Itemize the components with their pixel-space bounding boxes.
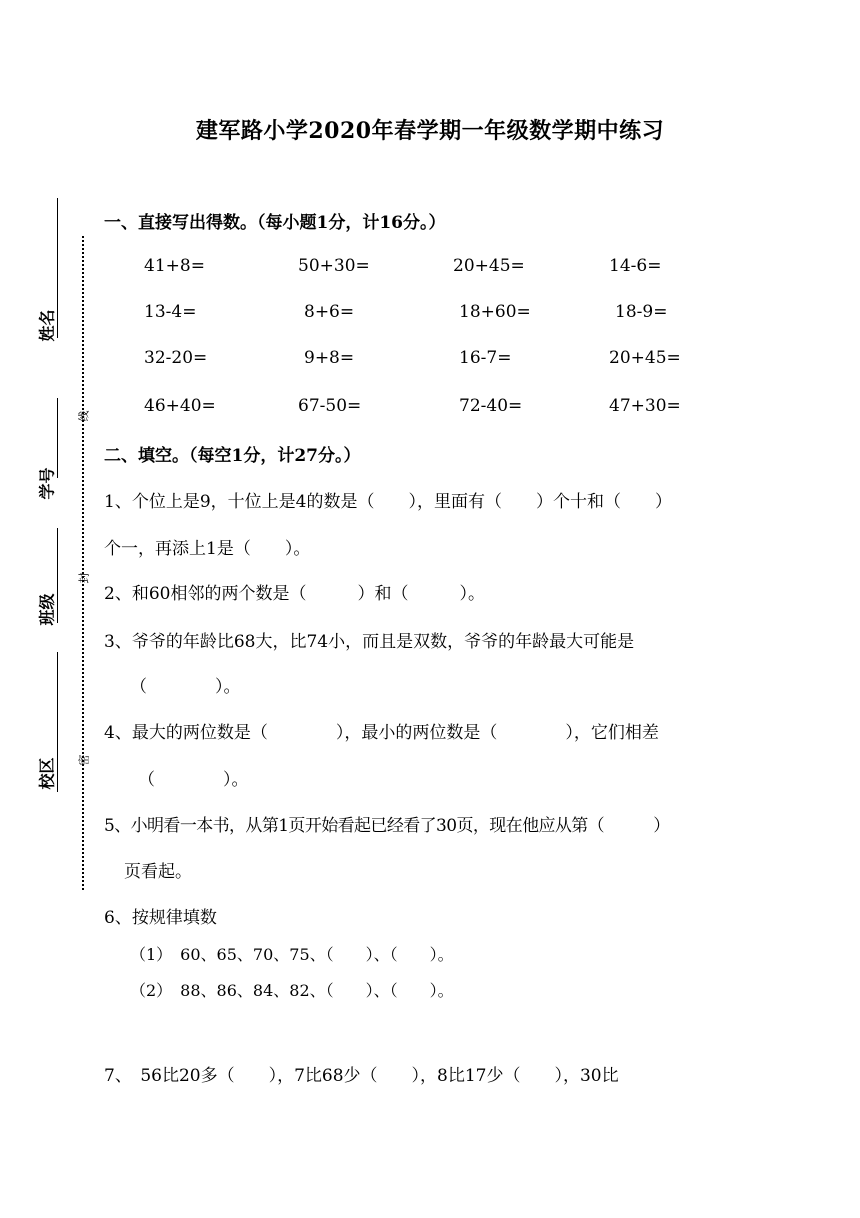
mark-line: 线 [77,410,91,422]
calc-item: 18+60= [459,302,531,322]
question-6-heading: 6、按规律填数 [104,908,217,928]
question-4-line-1: 4、最大的两位数是（ ），最小的两位数是（ ），它们相差 [104,723,659,743]
question-2: 2、和60相邻的两个数是（ ）和（ ）。 [104,584,485,604]
section1-heading: 一、直接写出得数。（每小题1分，计16分。） [104,213,446,233]
label-name: 姓名 [37,309,57,342]
calc-item: 50+30= [298,256,370,276]
calc-item: 20+45= [609,348,681,368]
question-5-line-1: 5、小明看一本书，从第1页开始看起已经看了30页，现在他应从第（ ） [104,816,670,836]
calc-item: 20+45= [453,256,525,276]
question-1-line-2: 个一，再添上1是（ ）。 [104,539,311,559]
question-7: 7、 56比20多（ ），7比68少（ ），8比17少（ ），30比 [104,1066,619,1086]
calc-item: 46+40= [144,396,216,416]
section2-heading: 二、填空。（每空1分，计27分。） [104,446,361,466]
calc-item: 18-9= [615,302,668,322]
sidebar-line [57,398,58,478]
calc-item: 9+8= [304,348,355,368]
calc-item: 41+8= [144,256,205,276]
question-6-part-2: （2） 88、86、84、82、（ ）、（ ）。 [130,981,454,1000]
label-campus: 校区 [37,757,57,790]
calc-item: 8+6= [304,302,355,322]
calc-item: 32-20= [144,348,208,368]
mark-seal: 封 [77,572,91,584]
label-student-number: 学号 [37,467,57,500]
calc-item: 47+30= [609,396,681,416]
calc-item: 67-50= [298,396,362,416]
label-class: 班级 [37,593,57,626]
question-3-line-2: （ ）。 [130,677,241,697]
question-1-line-1: 1、个位上是9，十位上是4的数是（ ），里面有（ ）个十和（ ） [104,492,672,512]
calc-item: 13-4= [144,302,197,322]
calc-item: 16-7= [459,348,512,368]
page-title: 建军路小学2020年春学期一年级数学期中练习 [195,118,665,144]
calc-item: 72-40= [459,396,523,416]
dotted-cut-line [82,236,84,890]
question-5-line-2: 页看起。 [124,862,192,882]
question-6-part-1: （1） 60、65、70、75、（ ）、（ ）。 [130,945,454,964]
calc-item: 14-6= [609,256,662,276]
question-3-line-1: 3、爷爷的年龄比68大，比74小，而且是双数，爷爷的年龄最大可能是 [104,632,635,652]
mark-secret: 密 [77,754,91,766]
question-4-line-2: （ ）。 [138,770,249,790]
